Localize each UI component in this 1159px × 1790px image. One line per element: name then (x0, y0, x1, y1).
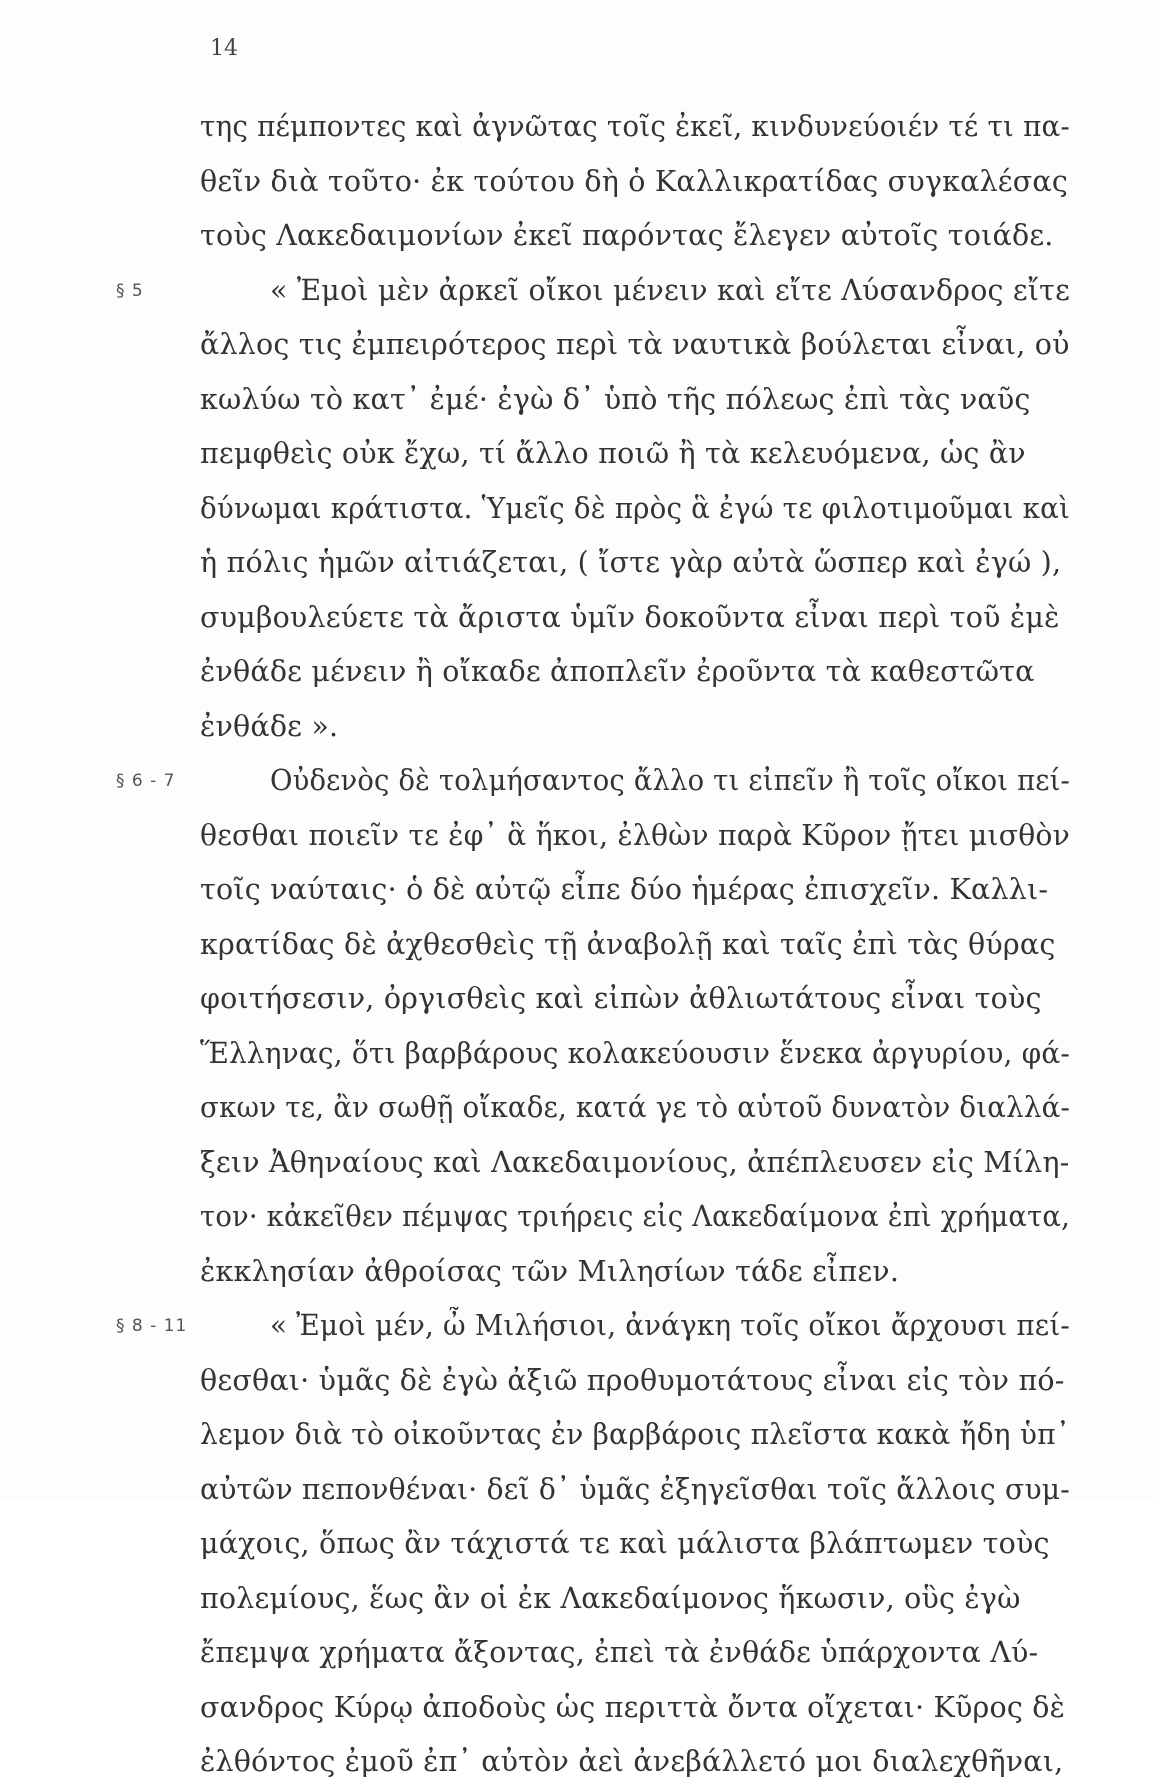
text-line (200, 863, 1070, 918)
line-text: ἐκκλησίαν ἀθροίσας τῶν Μιλησίων τάδε εἶπεν. (200, 1254, 900, 1288)
line-text: αὐτῶν πεπονθέναι· δεῖ δ᾽ ὑμᾶς ἐξηγεῖσθαι τοῖς ἄλλοις συμ- (200, 1472, 1070, 1506)
text-line (200, 645, 1070, 700)
line-text: ξειν Ἀθηναίους καὶ Λακεδαιμονίους, ἀπέπλευσεν εἰς Μίλη- (200, 1145, 1070, 1179)
text-line (116, 264, 1070, 319)
line-text: Οὐδενὸς δὲ τολμήσαντος ἄλλο τι εἰπεῖν ἢ τοῖς οἴκοι πεί- (270, 764, 1070, 797)
text-line (200, 1408, 1070, 1463)
line-text: φοιτήσεσιν, ὀργισθεὶς καὶ εἰπὼν ἀθλιωτάτους εἶναι τοὺς (200, 982, 1042, 1015)
line-text: σκων τε, ἂν σωθῇ οἴκαδε, κατά γε τὸ αὑτοῦ δυνατὸν διαλλά- (200, 1091, 1070, 1124)
text-line (200, 1463, 1070, 1518)
text-line (200, 209, 1070, 264)
line-text: σανδρος Κύρῳ ἀποδοὺς ὡς περιττὰ ὄντα οἴχεται· Κῦρος δὲ (200, 1690, 1066, 1724)
line-text: « Ἐμοὶ μέν, ὦ Μιλήσιοι, ἀνάγκη τοῖς οἴκοι ἄρχουσι πεί- (270, 1309, 1070, 1342)
line-text: ἄλλος τις ἐμπειρότερος περὶ τὰ ναυτικὰ βούλεται εἶναι, οὐ (200, 328, 1070, 361)
line-text: ἔπεμψα χρήματα ἄξοντας, ἐπεὶ τὰ ἐνθάδε ὑπάρχοντα Λύ- (200, 1636, 1039, 1669)
text-line (116, 754, 1070, 809)
line-text: θεσθαι· ὑμᾶς δὲ ἐγὼ ἀξιῶ προθυμοτάτους εἶναι εἰς τὸν πό- (200, 1363, 1065, 1397)
text-line (200, 1735, 1070, 1790)
text-line (200, 918, 1070, 973)
text-line (200, 100, 1070, 155)
text-line (200, 536, 1070, 591)
line-text: « Ἐμοὶ μὲν ἀρκεῖ οἴκοι μένειν καὶ εἴτε Λύσανδρος εἴτε (270, 273, 1070, 307)
section-reference: § 8 - 11 (116, 1316, 188, 1336)
line-text: κρατίδας δὲ ἀχθεσθεὶς τῇ ἀναβολῇ καὶ ταῖς ἐπὶ τὰς θύρας (200, 927, 1056, 961)
line-text: ἡ πόλις ἡμῶν αἰτιάζεται, ( ἴστε γὰρ αὐτὰ ὥσπερ καὶ ἐγώ ), (200, 546, 1062, 579)
text-line (200, 155, 1070, 210)
line-text: τον· κἀκεῖθεν πέμψας τριήρεις εἰς Λακεδαίμονα ἐπὶ χρήματα, (200, 1200, 1070, 1233)
line-text: λεμον διὰ τὸ οἰκοῦντας ἐν βαρβάροις πλεῖστα κακὰ ἤδη ὑπ᾽ (200, 1418, 1070, 1451)
line-text: πεμφθεὶς οὐκ ἔχω, τί ἄλλο ποιῶ ἢ τὰ κελευόμενα, ὡς ἂν (200, 437, 1026, 470)
line-text: μάχοις, ὅπως ἂν τάχιστά τε καὶ μάλιστα βλάπτωμεν τοὺς (200, 1527, 1050, 1560)
text-line (200, 1136, 1070, 1191)
text-line (200, 1572, 1070, 1627)
line-text: κωλύω τὸ κατ᾽ ἐμέ· ἐγὼ δ᾽ ὑπὸ τῆς πόλεως ἐπὶ τὰς ναῦς (200, 382, 1031, 416)
text-line (200, 1354, 1070, 1409)
text-line (200, 1027, 1070, 1082)
line-text: δύνωμαι κράτιστα. Ὑμεῖς δὲ πρὸς ἃ ἐγώ τε φιλοτιμοῦμαι καὶ (200, 491, 1070, 525)
line-text: συμβουλεύετε τὰ ἄριστα ὑμῖν δοκοῦντα εἶναι περὶ τοῦ ἐμὲ (200, 600, 1060, 634)
line-text: ἐνθάδε μένειν ἢ οἴκαδε ἀποπλεῖν ἐροῦντα τὰ καθεστῶτα (200, 655, 1035, 688)
line-text: ἐνθάδε ». (200, 709, 339, 743)
text-line (200, 1190, 1070, 1245)
page-number: 14 (210, 36, 238, 61)
line-text: τοῖς ναύταις· ὁ δὲ αὐτῷ εἶπε δύο ἡμέρας ἐπισχεῖν. Καλλι- (200, 873, 1049, 906)
text-line (200, 591, 1070, 646)
text-line (200, 1245, 1070, 1300)
text-line (200, 1681, 1070, 1736)
text-line (200, 700, 1070, 755)
text-line (200, 1517, 1070, 1572)
text-line (200, 972, 1070, 1027)
greek-text-body (116, 100, 1070, 1790)
line-text: της πέμποντες καὶ ἀγνῶτας τοῖς ἐκεῖ, κινδυνεύοιέν τέ τι πα- (200, 110, 1070, 143)
text-line (200, 318, 1070, 373)
line-text: θεῖν διὰ τοῦτο· ἐκ τούτου δὴ ὁ Καλλικρατίδας συγκαλέσας (200, 164, 1069, 198)
line-text: θεσθαι ποιεῖν τε ἐφ᾽ ἃ ἥκοι, ἐλθὼν παρὰ Κῦρον ᾔτει μισθὸν (200, 818, 1070, 852)
text-line (200, 482, 1070, 537)
section-reference: § 5 (116, 280, 144, 301)
section-reference: § 6 - 7 (116, 771, 176, 791)
line-text: ἐλθόντος ἐμοῦ ἐπ᾽ αὐτὸν ἀεὶ ἀνεβάλλετό μοι διαλεχθῆναι, (200, 1745, 1064, 1778)
line-text: τοὺς Λακεδαιμονίων ἐκεῖ παρόντας ἔλεγεν αὐτοῖς τοιάδε. (200, 219, 1054, 252)
line-text: Ἕλληνας, ὅτι βαρβάρους κολακεύουσιν ἕνεκα ἀργυρίου, φά- (200, 1036, 1070, 1070)
text-line (200, 809, 1070, 864)
text-line (116, 1299, 1070, 1354)
text-line (200, 427, 1070, 482)
text-line (200, 1626, 1070, 1681)
line-text: πολεμίους, ἕως ἂν οἱ ἐκ Λακεδαίμονος ἥκωσιν, οὓς ἐγὼ (200, 1581, 1021, 1615)
text-line (200, 373, 1070, 428)
text-line (200, 1081, 1070, 1136)
